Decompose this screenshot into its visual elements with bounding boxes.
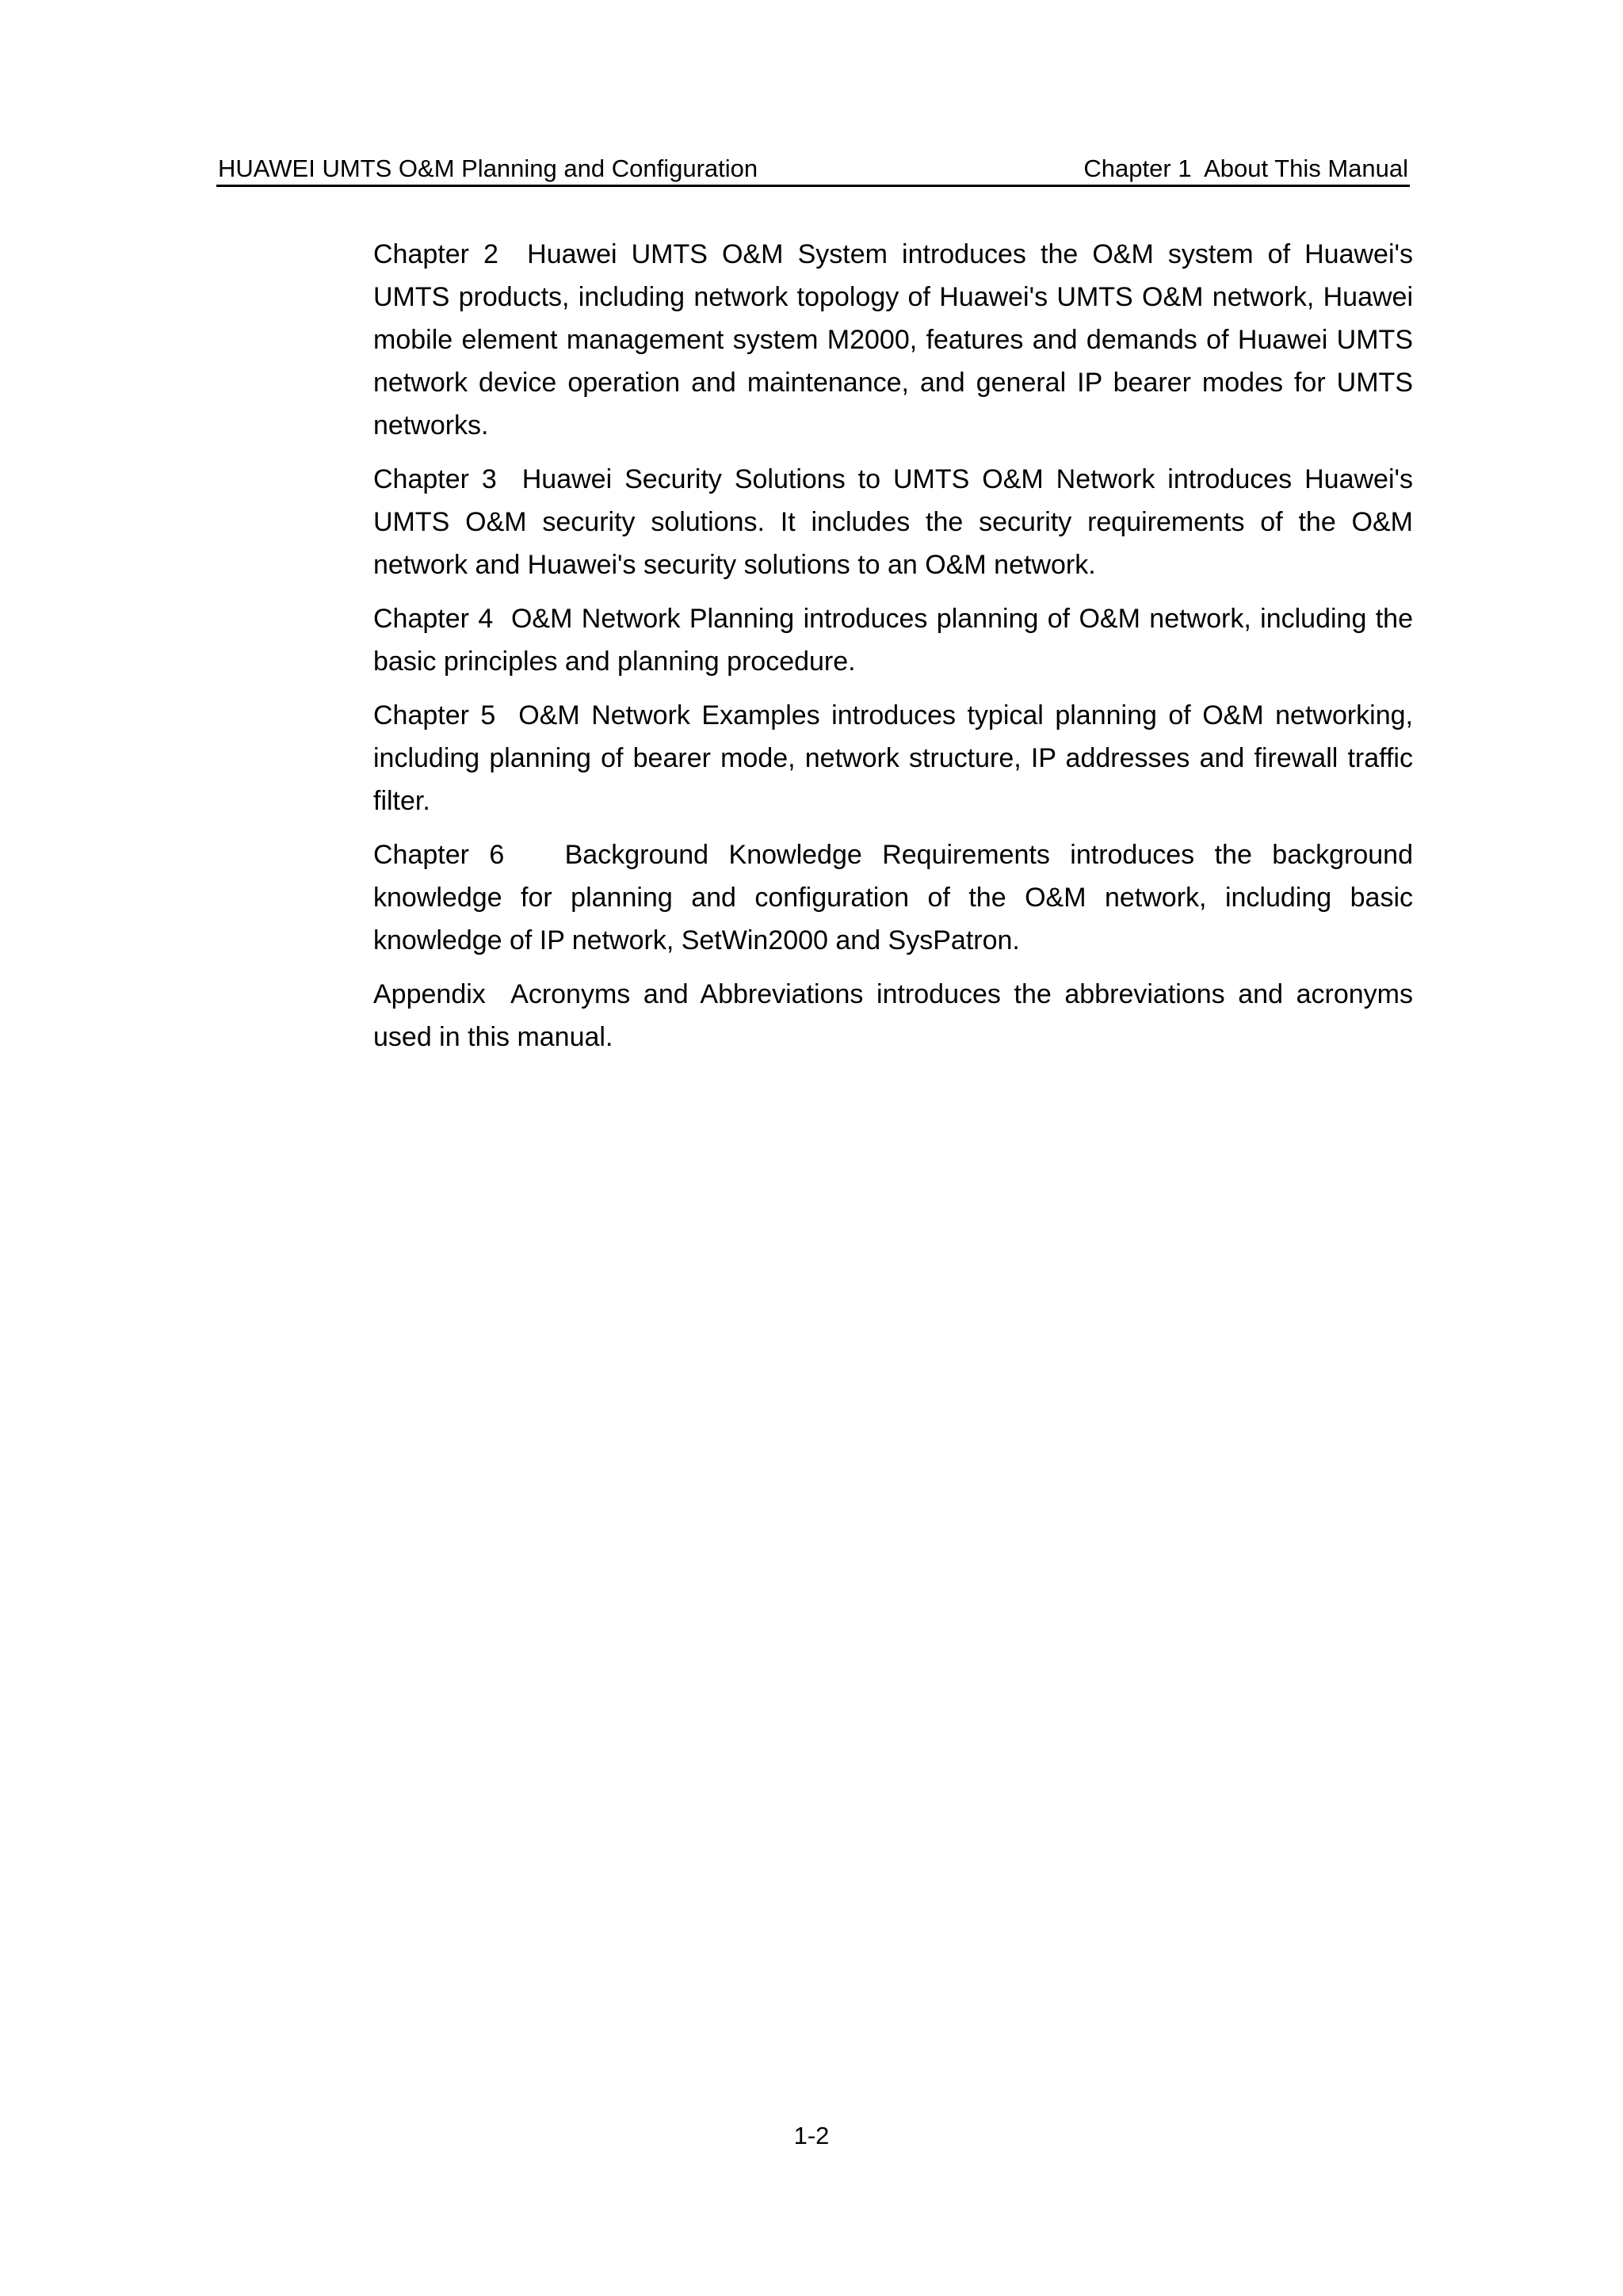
header-manual-title: HUAWEI UMTS O&M Planning and Configuration	[218, 154, 758, 182]
paragraph-chapter-5: Chapter 5 O&M Network Examples introduces typical planning of O&M networking, including planning of bearer mode, network structure, IP addresses and firewall traffic filter.	[373, 700, 1421, 816]
paragraph-chapter-2: Chapter 2 Huawei UMTS O&M System introduces the O&M system of Huawei's UMTS products, including network topology of Huawei's UMTS O&M network, Huawei mobile element management system M2000, features and demands of Huawei UMTS network device operation and maintenance, and general IP bearer modes for UMTS networks.	[373, 239, 1421, 441]
paragraph-chapter-6: Chapter 6 Background Knowledge Requirements introduces the background knowledge for planning and configuration of the O&M network, including basic knowledge of IP network, SetWin2000 and SysPatron.	[373, 840, 1421, 955]
page-number: 1-2	[793, 2122, 830, 2149]
paragraph-chapter-3: Chapter 3 Huawei Security Solutions to UMTS O&M Network introduces Huawei's UMTS O&M security solutions. It includes the security requirements of the O&M network and Huawei's security solutions to an O&M network.	[373, 464, 1421, 580]
header-chapter-title: Chapter 1 About This Manual	[1083, 154, 1408, 182]
page-body	[373, 233, 1421, 1070]
page-header	[216, 153, 1410, 187]
paragraph-appendix: Appendix Acronyms and Abbreviations introduces the abbreviations and acronyms used in this manual.	[373, 979, 1421, 1052]
paragraph-chapter-4: Chapter 4 O&M Network Planning introduces planning of O&M network, including the basic principles and planning procedure.	[373, 604, 1421, 677]
